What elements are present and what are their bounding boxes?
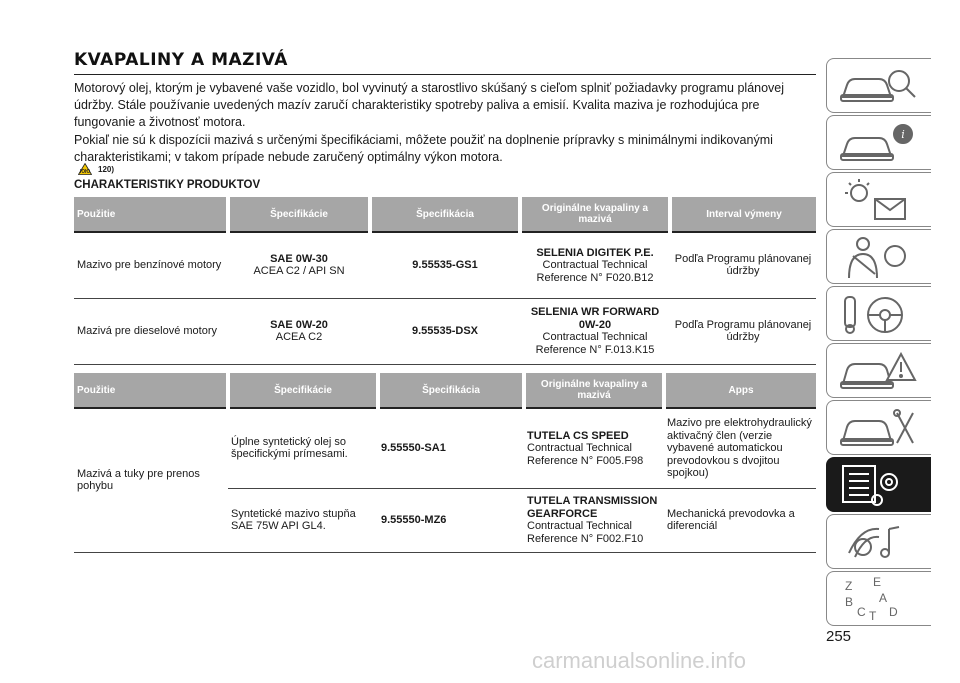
header-specifications: Špecifikácie bbox=[228, 197, 370, 232]
header-usage: Použitie bbox=[74, 197, 228, 232]
chapter-tab-starting-driving[interactable] bbox=[826, 286, 931, 341]
product-reference-label: Contractual Technical bbox=[542, 331, 648, 343]
table-row bbox=[74, 408, 816, 488]
header-specification: Špecifikácia bbox=[378, 373, 524, 408]
code-cell: 9.55535-GS1 bbox=[412, 259, 478, 271]
interval-cell: Podľa Programu plánovanej údržby bbox=[674, 252, 812, 278]
product-cell bbox=[520, 298, 670, 364]
header-usage: Použitie bbox=[74, 373, 228, 408]
header-specification: Špecifikácia bbox=[370, 197, 520, 232]
car-tools-icon bbox=[839, 405, 919, 451]
product-table-engine-oils bbox=[74, 197, 816, 365]
watermark: carmanualsonline.info bbox=[532, 648, 747, 673]
product-reference-number: Reference N° F005.F98 bbox=[527, 454, 644, 467]
code-cell: 9.55535-DSX bbox=[411, 324, 479, 337]
usage-cell: Mazivá a tuky pre prenos pohybu bbox=[74, 408, 228, 552]
code-cell: 9.55550-MZ6 bbox=[381, 513, 447, 526]
section-heading: CHARAKTERISTIKY PRODUKTOV bbox=[74, 179, 261, 191]
warning-number: 120) bbox=[98, 164, 115, 174]
warning-reference bbox=[78, 163, 114, 175]
chapter-tab-dashboard[interactable] bbox=[826, 115, 931, 170]
multimedia-icon bbox=[839, 519, 919, 565]
product-reference-number: Reference N° F002.F10 bbox=[527, 532, 644, 545]
table-row bbox=[74, 298, 816, 364]
header-interval: Interval výmeny bbox=[670, 197, 816, 232]
svg-text:D: D bbox=[889, 605, 898, 619]
car-info-icon bbox=[839, 120, 919, 166]
spec-cell bbox=[228, 232, 370, 298]
svg-text:C: C bbox=[857, 605, 866, 619]
chapter-tab-warning-lights[interactable] bbox=[826, 172, 931, 227]
dashboard-lights-icon bbox=[839, 177, 919, 223]
car-search-icon bbox=[839, 63, 919, 109]
chapter-tab-multimedia[interactable] bbox=[826, 514, 931, 569]
svg-text:Z: Z bbox=[845, 579, 853, 593]
spec-standard: ACEA C2 / API SN bbox=[253, 265, 345, 278]
header-original-fluids: Originálne kvapaliny a mazivá bbox=[520, 197, 670, 232]
product-reference-number: Reference N° F.013.K15 bbox=[535, 343, 655, 356]
product-name: SELENIA DIGITEK P.E. bbox=[536, 246, 654, 259]
usage-cell: Mazivo pre benzínové motory bbox=[77, 259, 222, 271]
index-letters-icon bbox=[839, 576, 919, 622]
car-warning-icon bbox=[839, 348, 919, 394]
specs-gears-icon bbox=[839, 462, 919, 508]
spec-grade: SAE 0W-30 bbox=[270, 252, 328, 265]
header-original-fluids: Originálne kvapaliny a mazivá bbox=[524, 373, 664, 408]
code-cell: 9.55550-SA1 bbox=[378, 408, 524, 488]
spec-cell bbox=[228, 298, 370, 364]
product-reference-number: Reference N° F020.B12 bbox=[536, 271, 654, 284]
product-name: SELENIA WR FORWARD 0W-20 bbox=[530, 306, 660, 331]
svg-text:A: A bbox=[879, 591, 888, 605]
chapter-tab-technical-data[interactable] bbox=[826, 457, 931, 512]
chapter-tab-maintenance[interactable] bbox=[826, 400, 931, 455]
svg-text:i: i bbox=[901, 128, 905, 141]
intro-paragraph-2: Pokiaľ nie sú k dispozícii mazivá s určenými špecifikáciami, môžete použiť na doplnenie prípravky s minimálnymi indikovanými charakteristikami; v takom prípade nebude zaručený optimálny výkon motora. bbox=[74, 133, 773, 164]
product-reference-label: Contractual Technical bbox=[542, 259, 648, 271]
product-cell bbox=[524, 408, 664, 488]
product-name: TUTELA TRANSMISSION GEARFORCE bbox=[527, 495, 658, 520]
table-row bbox=[74, 232, 816, 298]
spec-cell: Úplne syntetický olej so špecifickými prímesami. bbox=[228, 408, 378, 488]
intro-paragraph-1: Motorový olej, ktorým je vybavené vaše vozidlo, bol vyvinutý a starostlivo skúšaný s cieľom splniť požiadavky programu plánovej údržby. Stále používanie uvedených mazív zaručí charakteristiky spotreby paliva a emisií. Kvalita maziva je rozhodujúca pre fungovanie a životnosť motora. bbox=[74, 81, 785, 129]
table-header-row bbox=[74, 373, 816, 408]
svg-text:E: E bbox=[873, 576, 882, 589]
product-reference-label: Contractual Technical bbox=[527, 442, 632, 454]
warning-triangle-icon bbox=[78, 163, 92, 175]
product-name: TUTELA CS SPEED bbox=[527, 429, 629, 442]
spec-grade: SAE 0W-20 bbox=[270, 318, 328, 331]
chapter-tab-safety[interactable] bbox=[826, 229, 931, 284]
page-number: 255 bbox=[826, 628, 852, 645]
header-specifications: Špecifikácie bbox=[228, 373, 378, 408]
product-cell bbox=[524, 488, 664, 552]
title-divider bbox=[74, 74, 816, 75]
usage-cell: Mazivá pre dieselové motory bbox=[77, 324, 218, 337]
apps-cell: Mechanická prevodovka a diferenciál bbox=[667, 507, 795, 532]
product-reference-label: Contractual Technical bbox=[527, 520, 632, 532]
interval-cell: Podľa Programu plánovanej údržby bbox=[674, 318, 812, 343]
page-title: KVAPALINY A MAZIVÁ bbox=[74, 50, 288, 70]
intro-text bbox=[74, 80, 816, 167]
spec-cell: Syntetické mazivo stupňa SAE 75W API GL4. bbox=[231, 507, 356, 532]
svg-text:B: B bbox=[845, 595, 854, 609]
svg-text:ЮЮ: ЮЮ bbox=[79, 169, 91, 175]
product-cell bbox=[520, 232, 670, 298]
spec-standard: ACEA C2 bbox=[275, 331, 323, 343]
chapter-tab-getting-to-know[interactable] bbox=[826, 58, 931, 113]
product-table-transmission bbox=[74, 373, 816, 553]
table-header-row bbox=[74, 197, 816, 232]
chapter-tab-index[interactable] bbox=[826, 571, 931, 626]
steering-wheel-key-icon bbox=[839, 291, 919, 337]
svg-text:T: T bbox=[869, 609, 877, 622]
chapter-tab-emergency[interactable] bbox=[826, 343, 931, 398]
apps-cell: Mazivo pre elektrohydraulický aktivačný člen (verzie vybavené automatickou prevodovkou s dvojitou spojkou) bbox=[664, 408, 816, 488]
seatbelt-airbag-icon bbox=[839, 234, 919, 280]
header-apps: Apps bbox=[664, 373, 816, 408]
